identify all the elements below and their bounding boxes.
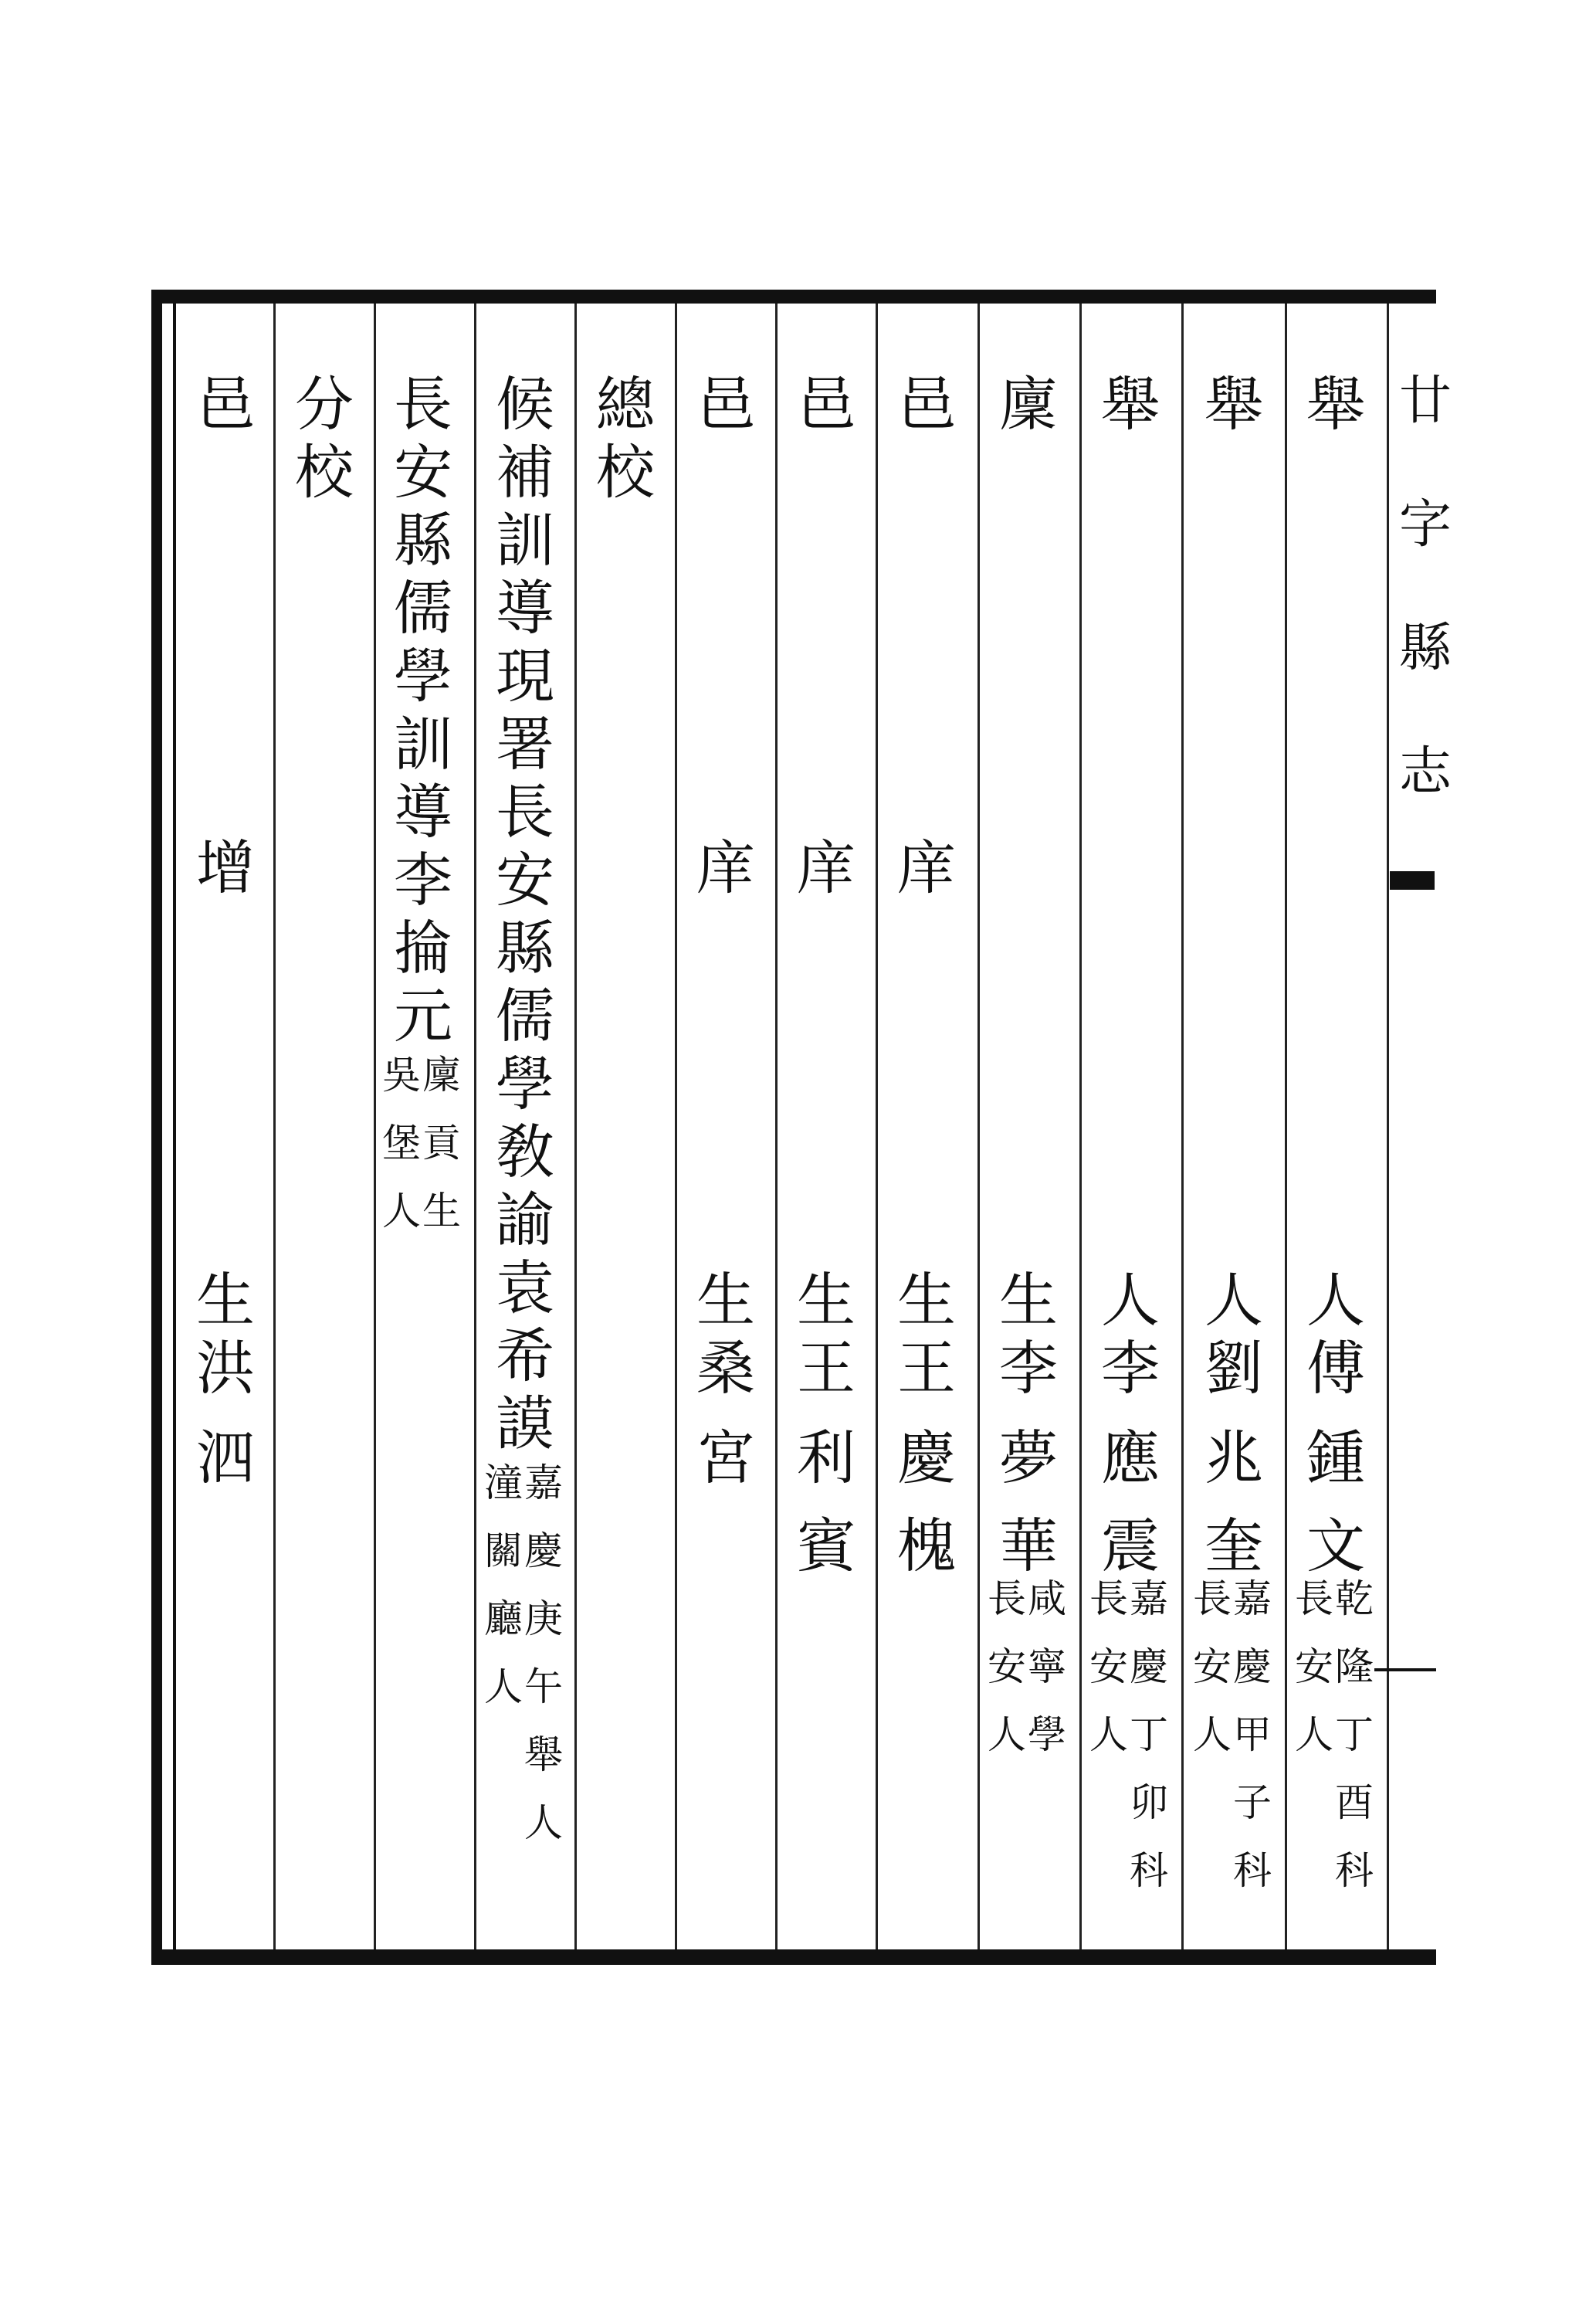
- glyph: 人: [1295, 1712, 1333, 1757]
- column-text-c9: [491, 371, 559, 1458]
- glyph: 李: [1101, 1334, 1160, 1403]
- annotation-right: [1333, 1577, 1376, 1917]
- glyph: 應: [1101, 1423, 1160, 1492]
- glyph: 科: [1335, 1848, 1374, 1893]
- glyph: 廩: [999, 370, 1058, 439]
- column-rule: [775, 304, 778, 1949]
- glyph: 吳: [382, 1053, 421, 1098]
- glyph: 桑: [696, 1334, 755, 1403]
- glyph: 舉: [1204, 370, 1263, 439]
- glyph: 舉: [1306, 370, 1365, 439]
- glyph: 子: [1233, 1780, 1272, 1825]
- column-name-c5: [893, 1267, 961, 1600]
- glyph: 咸: [1028, 1576, 1066, 1621]
- column-name-c3: [1096, 1267, 1164, 1600]
- glyph: 庠: [897, 833, 956, 902]
- column-mid-c5: [893, 834, 961, 902]
- column-text-c10: [389, 371, 457, 1050]
- glyph: 舉: [524, 1732, 563, 1777]
- column-title-c2: [1200, 371, 1268, 439]
- column-mid-c12: [191, 834, 259, 902]
- glyph: 邑: [696, 370, 755, 439]
- glyph: 人: [484, 1664, 523, 1709]
- glyph: 生: [999, 1266, 1058, 1335]
- glyph: 署: [496, 710, 554, 779]
- glyph: 儒: [394, 574, 452, 643]
- annotation-right: [420, 1053, 463, 1257]
- glyph: 生: [196, 1266, 255, 1335]
- fish-tail-mark: [1390, 871, 1435, 890]
- glyph: 隆: [1335, 1644, 1374, 1689]
- glyph: 安: [1089, 1644, 1128, 1689]
- glyph: 劉: [1204, 1334, 1263, 1403]
- glyph: 學: [1028, 1712, 1066, 1757]
- annotation-right: [1231, 1577, 1274, 1917]
- glyph: 丁: [1130, 1712, 1168, 1757]
- glyph: 震: [1101, 1511, 1160, 1580]
- glyph: 長: [1295, 1576, 1333, 1621]
- column-rule: [374, 304, 376, 1949]
- glyph: 宮: [696, 1423, 755, 1492]
- glyph: 堡: [382, 1121, 421, 1165]
- glyph: 長: [1193, 1576, 1232, 1621]
- glyph: 安: [496, 846, 554, 914]
- glyph: 酉: [1335, 1780, 1374, 1825]
- glyph: 舉: [1101, 370, 1160, 439]
- glyph: 奎: [1204, 1511, 1263, 1580]
- glyph: 縣: [394, 506, 452, 575]
- annotation-left: [380, 1053, 423, 1257]
- glyph: 李: [394, 846, 452, 914]
- glyph: 現: [496, 642, 554, 711]
- column-title-c3: [1096, 371, 1164, 439]
- column-rule: [273, 304, 276, 1949]
- spine-char: 縣: [1399, 618, 1452, 679]
- column-title-c7: [692, 371, 760, 439]
- column-rule: [574, 304, 577, 1949]
- glyph: 嘉: [1130, 1576, 1168, 1621]
- spine-char: 字: [1399, 494, 1452, 555]
- glyph: 卯: [1130, 1780, 1168, 1825]
- column-rule: [1285, 304, 1287, 1949]
- glyph: 關: [484, 1528, 523, 1573]
- frame-left-inner-border: [173, 304, 176, 1949]
- column-rule: [876, 304, 878, 1949]
- glyph: 人: [1306, 1266, 1365, 1335]
- glyph: 丁: [1335, 1712, 1374, 1757]
- glyph: 元: [394, 982, 452, 1050]
- glyph: 乾: [1335, 1576, 1374, 1621]
- glyph: 廳: [484, 1596, 523, 1641]
- spine-title: [1399, 340, 1452, 834]
- column-name-c12: [191, 1267, 259, 1512]
- glyph: 人: [382, 1189, 421, 1233]
- glyph: 李: [999, 1334, 1058, 1403]
- glyph: 學: [394, 642, 452, 711]
- glyph: 人: [1101, 1266, 1160, 1335]
- annotation-right: [1025, 1577, 1069, 1781]
- glyph: 慶: [1130, 1644, 1168, 1689]
- glyph: 文: [1306, 1511, 1365, 1580]
- glyph: 總: [596, 370, 655, 439]
- column-title-c1: [1302, 371, 1370, 439]
- glyph: 生: [422, 1189, 461, 1233]
- glyph: 導: [496, 574, 554, 643]
- annotation-left: [1293, 1577, 1336, 1781]
- glyph: 安: [1295, 1644, 1333, 1689]
- glyph: 慶: [897, 1423, 956, 1492]
- glyph: 庠: [797, 833, 855, 902]
- column-name-c6: [792, 1267, 860, 1600]
- glyph: 訓: [394, 710, 452, 779]
- glyph: 長: [496, 778, 554, 846]
- column-rule: [977, 304, 980, 1949]
- glyph: 人: [524, 1800, 563, 1845]
- glyph: 兆: [1204, 1423, 1263, 1492]
- glyph: 邑: [196, 370, 255, 439]
- column-name-c7: [692, 1267, 760, 1512]
- glyph: 寧: [1028, 1644, 1066, 1689]
- glyph: 科: [1233, 1848, 1272, 1893]
- annotation-left: [1087, 1577, 1130, 1781]
- glyph: 諭: [496, 1186, 554, 1254]
- annotation-left: [1191, 1577, 1234, 1781]
- glyph: 夢: [999, 1423, 1058, 1492]
- glyph: 生: [797, 1266, 855, 1335]
- annotation-right: [522, 1461, 565, 1869]
- glyph: 人: [988, 1712, 1026, 1757]
- column-rule: [1079, 304, 1082, 1949]
- column-rule: [1181, 304, 1184, 1949]
- glyph: 人: [1089, 1712, 1128, 1757]
- annotation-right: [1127, 1577, 1171, 1917]
- glyph: 袁: [496, 1254, 554, 1322]
- glyph: 候: [496, 370, 554, 439]
- glyph: 安: [988, 1644, 1026, 1689]
- spine-tick-mark: [1374, 1668, 1436, 1671]
- glyph: 午: [524, 1664, 563, 1709]
- glyph: 貢: [422, 1121, 461, 1165]
- column-title-c5: [893, 371, 961, 439]
- glyph: 嘉: [1233, 1576, 1272, 1621]
- glyph: 增: [196, 833, 255, 902]
- glyph: 賓: [797, 1511, 855, 1580]
- glyph: 華: [999, 1511, 1058, 1580]
- glyph: 槐: [897, 1511, 956, 1580]
- column-title-c6: [792, 371, 860, 439]
- glyph: 甲: [1233, 1712, 1272, 1757]
- glyph: 科: [1130, 1848, 1168, 1893]
- glyph: 廩: [422, 1053, 461, 1098]
- column-name-c4: [994, 1267, 1062, 1600]
- glyph: 導: [394, 778, 452, 846]
- glyph: 王: [797, 1334, 855, 1403]
- glyph: 庚: [524, 1596, 563, 1641]
- column-mid-c6: [792, 834, 860, 902]
- glyph: 人: [1204, 1266, 1263, 1335]
- glyph: 洪: [196, 1334, 255, 1403]
- frame-left-border: [151, 290, 162, 1965]
- glyph: 慶: [1233, 1644, 1272, 1689]
- glyph: 謨: [496, 1389, 554, 1458]
- annotation-left: [482, 1461, 525, 1733]
- column-name-c2: [1200, 1267, 1268, 1600]
- frame-top-border: [151, 290, 1436, 304]
- glyph: 儒: [496, 982, 554, 1050]
- glyph: 校: [295, 438, 354, 507]
- glyph: 安: [1193, 1644, 1232, 1689]
- glyph: 嘉: [524, 1461, 563, 1505]
- glyph: 生: [897, 1266, 956, 1335]
- glyph: 訓: [496, 506, 554, 575]
- glyph: 長: [394, 370, 452, 439]
- glyph: 校: [596, 438, 655, 507]
- glyph: 潼: [484, 1461, 523, 1505]
- glyph: 希: [496, 1321, 554, 1390]
- glyph: 邑: [797, 370, 855, 439]
- glyph: 補: [496, 438, 554, 507]
- glyph: 泗: [196, 1423, 255, 1492]
- column-title-c4: [994, 371, 1062, 439]
- glyph: 庠: [696, 833, 755, 902]
- glyph: 邑: [897, 370, 956, 439]
- glyph: 鍾: [1306, 1423, 1365, 1492]
- glyph: 傅: [1306, 1334, 1365, 1403]
- annotation-left: [985, 1577, 1028, 1781]
- spine-char: 廿: [1399, 371, 1452, 432]
- column-rule: [675, 304, 677, 1949]
- glyph: 慶: [524, 1528, 563, 1573]
- column-title-c8: [591, 371, 659, 507]
- glyph: 王: [897, 1334, 956, 1403]
- spine-char: 志: [1399, 741, 1452, 802]
- glyph: 學: [496, 1050, 554, 1118]
- glyph: 縣: [496, 914, 554, 982]
- glyph: 安: [394, 438, 452, 507]
- glyph: 人: [1193, 1712, 1232, 1757]
- glyph: 利: [797, 1423, 855, 1492]
- glyph: 敎: [496, 1118, 554, 1186]
- column-title-c12: [191, 371, 259, 439]
- glyph: 分: [295, 370, 354, 439]
- column-title-c11: [290, 371, 358, 507]
- column-mid-c7: [692, 834, 760, 902]
- glyph: 掄: [394, 914, 452, 982]
- column-rule: [474, 304, 476, 1949]
- glyph: 長: [1089, 1576, 1128, 1621]
- spine-rule-line: [1387, 304, 1389, 1949]
- frame-bottom-border: [151, 1949, 1436, 1965]
- column-name-c1: [1302, 1267, 1370, 1600]
- glyph: 長: [988, 1576, 1026, 1621]
- glyph: 生: [696, 1266, 755, 1335]
